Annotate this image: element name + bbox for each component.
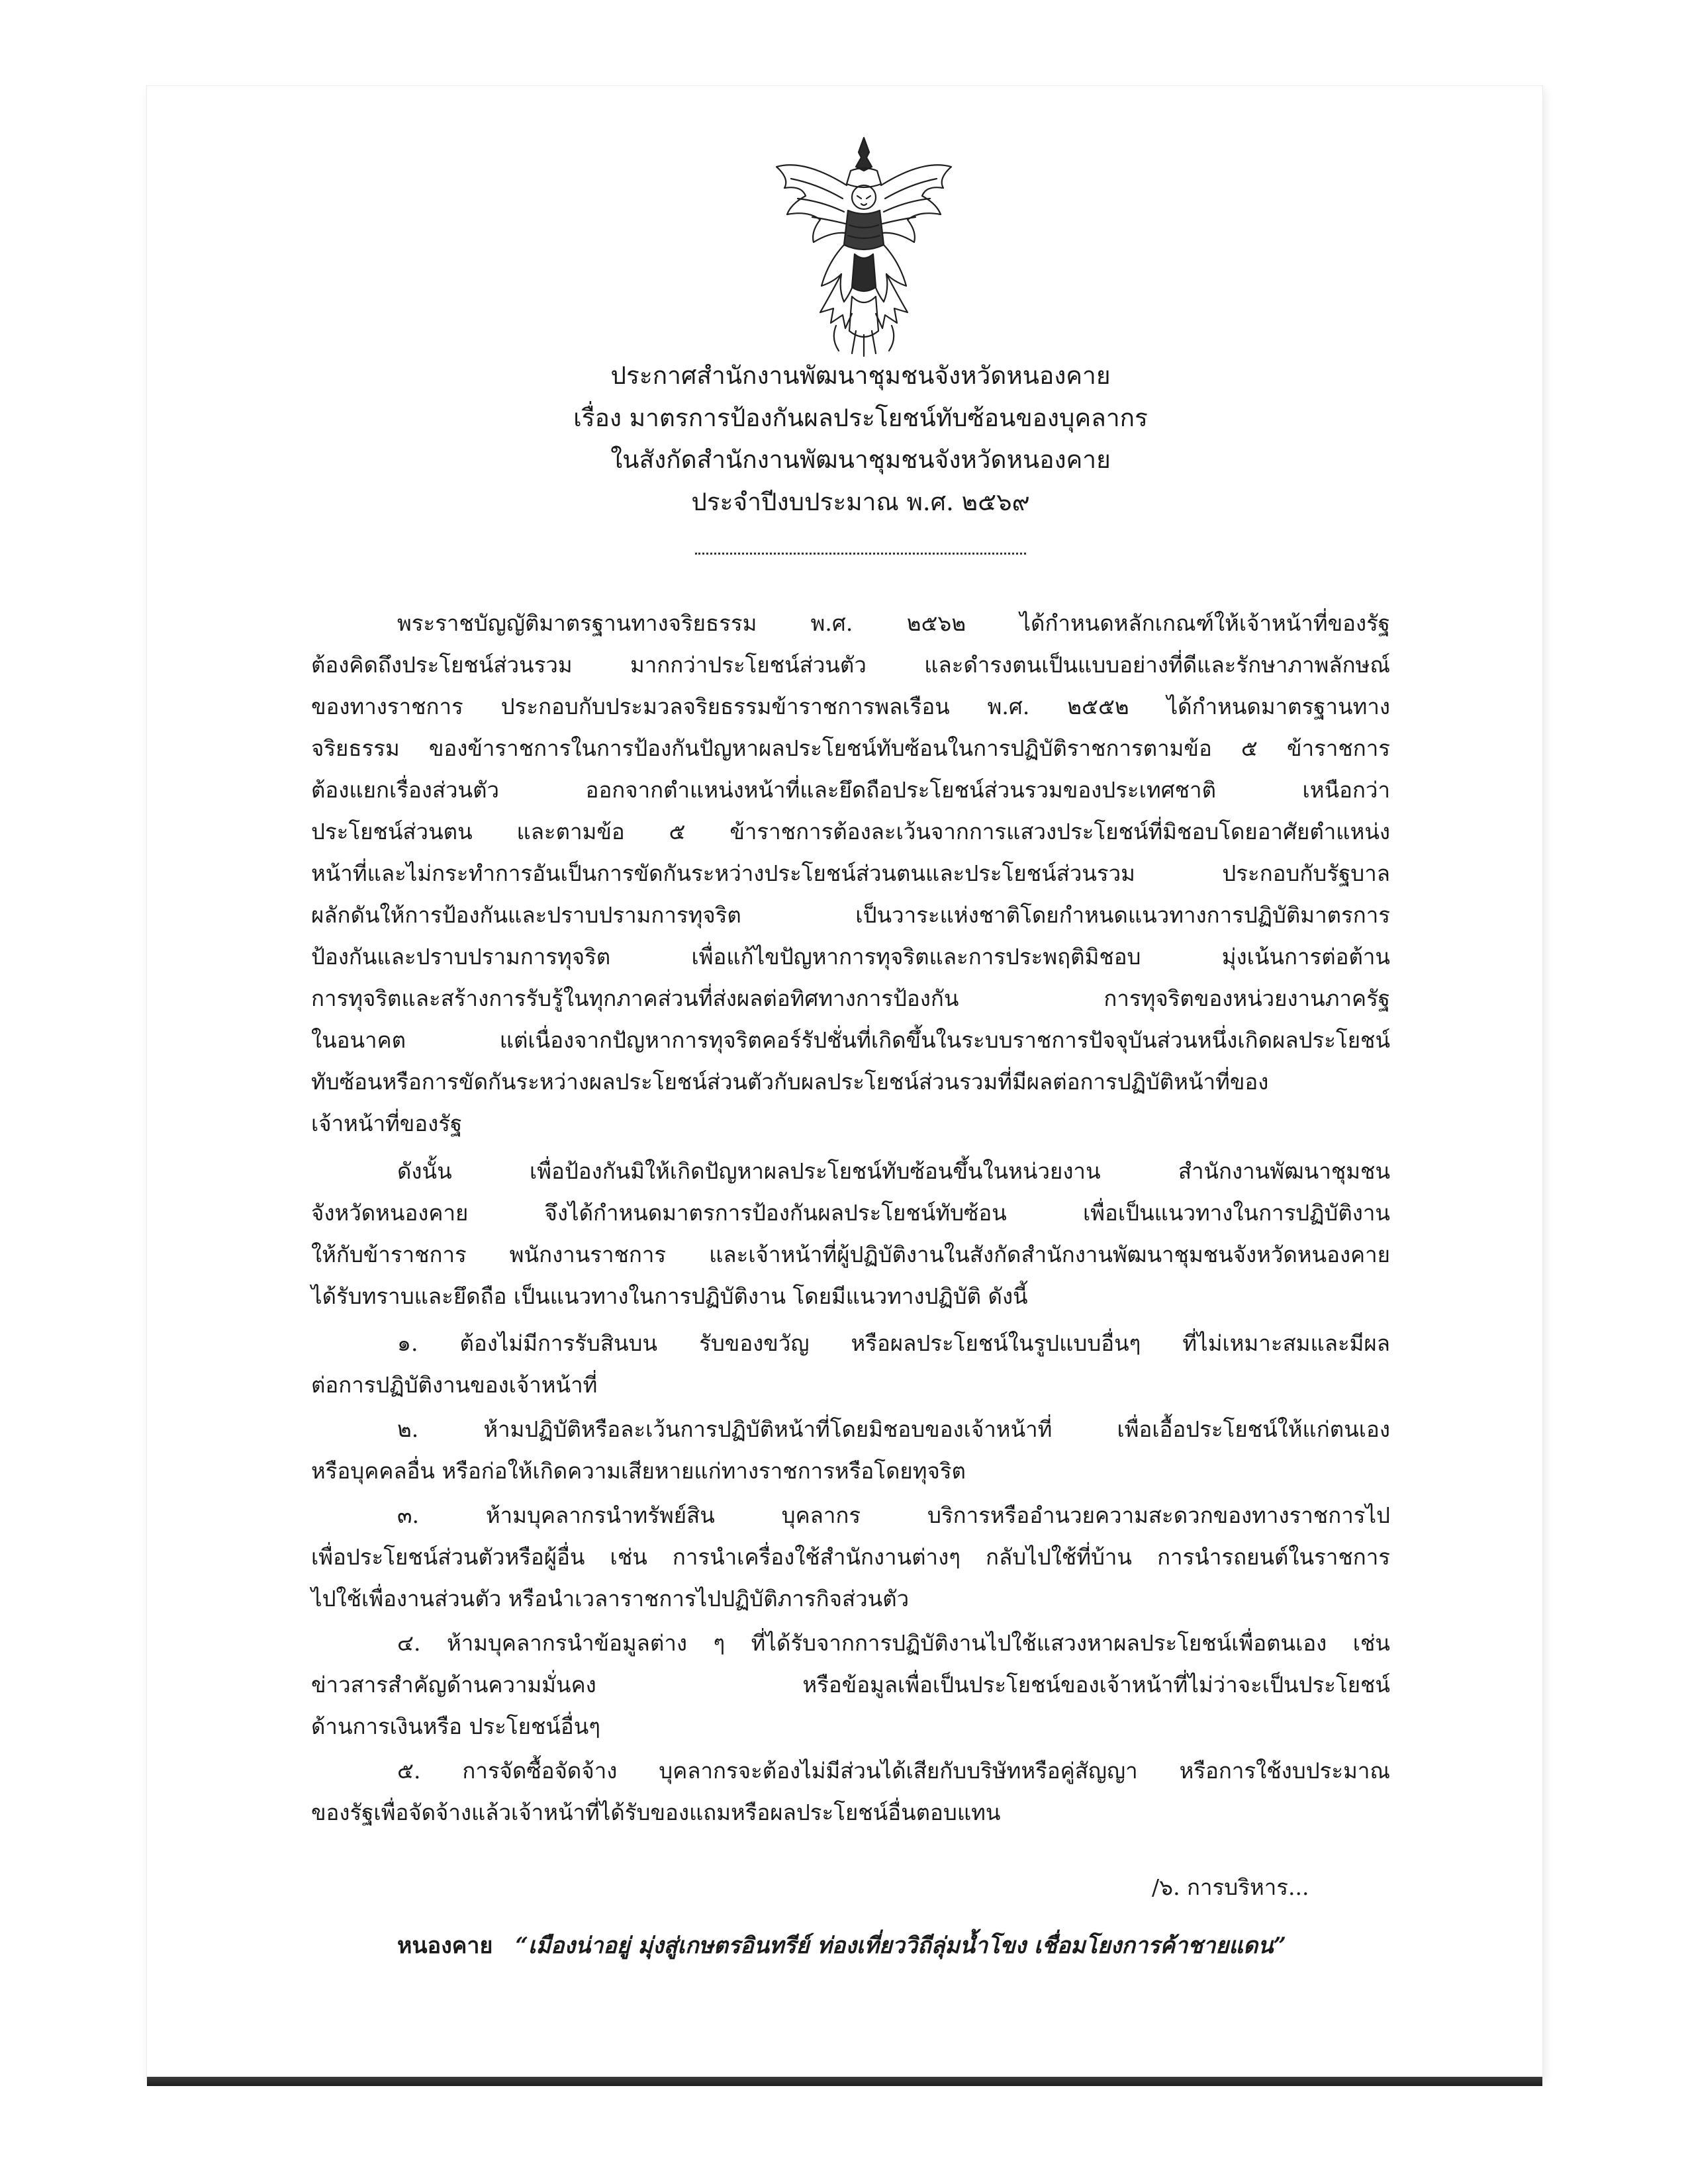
garuda-emblem-icon <box>765 132 963 357</box>
text-line: ของทางราชการ ประกอบกับประมวลจริยธรรมข้าราชการพลเรือน พ.ศ. ๒๕๕๒ ได้กำหนดมาตรฐานทาง <box>311 694 1390 719</box>
text-line: หรือบุคคลอื่น หรือก่อให้เกิดความเสียหายแก่ทางราชการหรือโดยทุจริต <box>311 1458 966 1484</box>
text-line: ไปใช้เพื่องานส่วนตัว หรือนำเวลาราชการไปปฏิบัติภารกิจส่วนตัว <box>311 1586 910 1612</box>
text-line: ของรัฐเพื่อจัดจ้างแล้วเจ้าหน้าที่ได้รับของแถมหรือผลประโยชน์อื่นตอบแทน <box>311 1799 1001 1825</box>
page-continuation-note: /๖. การบริหาร... <box>1152 1874 1309 1900</box>
text-line: ในอนาคต แต่เนื่องจากปัญหาการทุจริตคอร์รัปชั่นที่เกิดขึ้นในระบบราชการปัจจุบันส่วนหนึ่งเกิดผลประโยชน์ <box>311 1027 1390 1053</box>
heading-divider <box>695 553 1026 555</box>
text-line: จริยธรรม ของข้าราชการในการป้องกันปัญหาผลประโยชน์ทับซ้อนในการปฏิบัติราชการตามข้อ ๕ ข้าราชการ <box>311 735 1390 761</box>
text-line: ๑. ต้องไม่มีการรับสินบน รับของขวัญ หรือผลประโยชน์ในรูปแบบอื่นๆ ที่ไม่เหมาะสมและมีผล <box>397 1330 1390 1356</box>
text-line: จังหวัดหนองคาย จึงได้กำหนดมาตรการป้องกันผลประโยชน์ทับซ้อน เพื่อเป็นแนวทางในการปฏิบัติงาน <box>311 1200 1390 1226</box>
announcement-fiscal-year: ประจำปีงบประมาณ พ.ศ. ๒๕๖๙ <box>691 488 1030 516</box>
text-line: ทับซ้อนหรือการขัดกันระหว่างผลประโยชน์ส่วนตัวกับผลประโยชน์ส่วนรวมที่มีผลต่อการปฏิบัติหน้าที่ของ <box>311 1069 1269 1095</box>
text-line: ต้องแยกเรื่องส่วนตัว ออกจากตำแหน่งหน้าที่และยึดถือประโยชน์ส่วนรวมของประเทศชาติ เหนือกว่า <box>311 777 1390 803</box>
announcement-scope: ในสังกัดสำนักงานพัฒนาชุมชนจังหวัดหนองคาย <box>610 445 1111 474</box>
text-line: ผลักดันให้การป้องกันและปราบปรามการทุจริต เป็นวาระแห่งชาติโดยกำหนดแนวทางการปฏิบัติมาตรการ <box>311 902 1390 928</box>
text-line: ต้องคิดถึงประโยชน์ส่วนรวม มากกว่าประโยชน์ส่วนตัว และดำรงตนเป็นแบบอย่างที่ดีและรักษาภาพลักษณ์ <box>311 652 1390 678</box>
text-line: เจ้าหน้าที่ของรัฐ <box>311 1111 463 1136</box>
text-line: ประโยชน์ส่วนตน และตามข้อ ๕ ข้าราชการต้องละเว้นจากการแสวงประโยชน์ที่มิชอบโดยอาศัยตำแหน่ง <box>311 819 1390 844</box>
announcement-subject: เรื่อง มาตรการป้องกันผลประโยชน์ทับซ้อนของบุคลากร <box>573 404 1148 432</box>
text-line: ได้รับทราบและยึดถือ เป็นแนวทางในการปฏิบัติงาน โดยมีแนวทางปฏิบัติ ดังนี้ <box>311 1283 1028 1309</box>
text-line: ต่อการปฏิบัติงานของเจ้าหน้าที่ <box>311 1372 598 1398</box>
text-line: ๔. ห้ามบุคลากรนำข้อมูลต่าง ๆ ที่ได้รับจากการปฏิบัติงานไปใช้แสวงหาผลประโยชน์เพื่อตนเอง เช่น <box>397 1630 1390 1656</box>
text-line: ดังนั้น เพื่อป้องกันมิให้เกิดปัญหาผลประโยชน์ทับซ้อนขึ้นในหน่วยงาน สำนักงานพัฒนาชุมชน <box>397 1158 1390 1184</box>
text-line: ป้องกันและปราบปรามการทุจริต เพื่อแก้ไขปัญหาการทุจริตและการประพฤติมิชอบ มุ่งเน้นการต่อต้าน <box>311 944 1390 970</box>
text-line: ให้กับข้าราชการ พนักงานราชการ และเจ้าหน้าที่ผู้ปฏิบัติงานในสังกัดสำนักงานพัฒนาชุมชนจังหวัดหนองคาย <box>311 1242 1390 1267</box>
text-line: หน้าที่และไม่กระทำการอันเป็นการขัดกันระหว่างประโยชน์ส่วนตนและประโยชน์ส่วนรวม ประกอบกับรัฐบาล <box>311 860 1390 886</box>
announcement-title: ประกาศสำนักงานพัฒนาชุมชนจังหวัดหนองคาย <box>610 361 1111 390</box>
text-line: ข่าวสารสำคัญด้านความมั่นคง หรือข้อมูลเพื่อเป็นประโยชน์ของเจ้าหน้าที่ไม่ว่าจะเป็นประโยชน์ <box>311 1672 1390 1698</box>
text-line: ๓. ห้ามบุคลากรนำทรัพย์สิน บุคลากร บริการหรืออำนวยความสะดวกของทางราชการไป <box>397 1502 1390 1528</box>
text-line: เพื่อประโยชน์ส่วนตัวหรือผู้อื่น เช่น การนำเครื่องใช้สำนักงานต่างๆ กลับไปใช้ที่บ้าน การนำรถยนต์ในราชการ <box>311 1544 1390 1570</box>
footer-province: หนองคาย <box>397 1933 493 1959</box>
province-motto-footer <box>397 1933 1403 1959</box>
text-line: การทุจริตและสร้างการรับรู้ในทุกภาคส่วนที่ส่งผลต่อทิศทางการป้องกัน การทุจริตของหน่วยงานภาครัฐ <box>311 985 1390 1011</box>
text-line: พระราชบัญญัติมาตรฐานทางจริยธรรม พ.ศ. ๒๕๖๒ ได้กำหนดหลักเกณฑ์ให้เจ้าหน้าที่ของรัฐ <box>397 610 1390 636</box>
text-line: ๕. การจัดซื้อจัดจ้าง บุคลากรจะต้องไม่มีส่วนได้เสียกับบริษัทหรือคู่สัญญา หรือการใช้งบประมาณ <box>397 1758 1390 1784</box>
page-bottom-edge <box>147 2077 1542 2086</box>
text-line: ด้านการเงินหรือ ประโยชน์อื่นๆ <box>311 1713 601 1739</box>
footer-motto: “เมืองน่าอยู่ มุ่งสู่เกษตรอินทรีย์ ท่องเที่ยววิถีลุ่มน้ำโขง เชื่อมโยงการค้าชายแดน” <box>515 1933 1287 1959</box>
text-line: ๒. ห้ามปฏิบัติหรือละเว้นการปฏิบัติหน้าที่โดยมิชอบของเจ้าหน้าที่ เพื่อเอื้อประโยชน์ให้แก่ตนเอง <box>397 1416 1390 1442</box>
